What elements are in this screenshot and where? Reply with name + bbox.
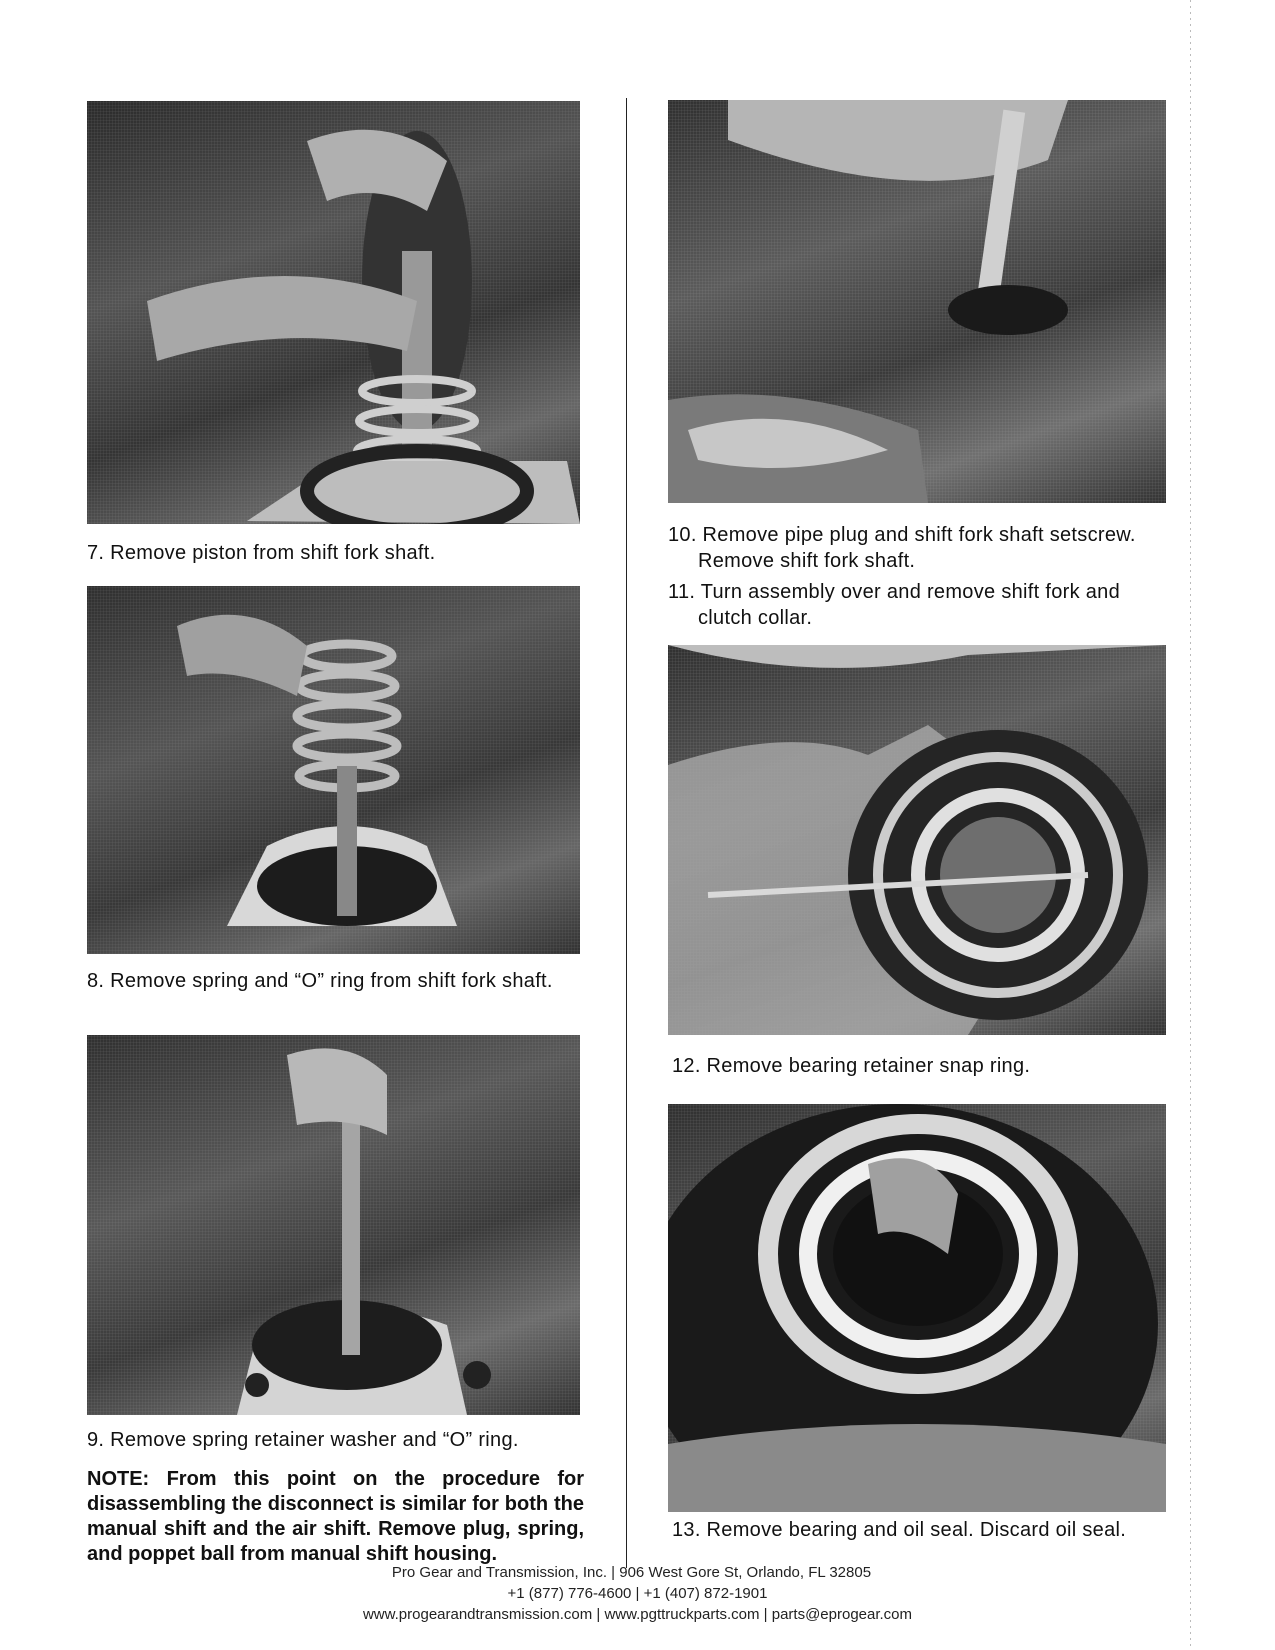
footer-company-address: Pro Gear and Transmission, Inc. | 906 West Gore St, Orlando, FL 32805 [391,1564,872,1581]
column-divider [626,98,627,1568]
caption-step-13: 13. Remove bearing and oil seal. Discard oil seal. [672,1519,1127,1541]
note-paragraph: NOTE: From this point on the procedure for disassembling the disconnect is similar for both the manual shift and the air shift. Remove plug, spring, and poppet ball from manual shift housing. [87,1468,584,1565]
footer-phone-numbers: +1 (877) 776-4600 | +1 (407) 872-1901 [507,1585,768,1602]
caption-step-10: 10. Remove pipe plug and shift fork shaft setscrew. Remove shift fork shaft. [668,524,1136,572]
photo-step-9 [87,1035,580,1415]
caption-step-9: 9. Remove spring retainer washer and “O” ring. [87,1429,519,1451]
photo-step-8 [87,586,580,954]
photo-step-10 [668,100,1166,503]
footer-web-links: www.progearandtransmission.com | www.pgttruckparts.com | parts@eprogear.com [362,1606,913,1623]
caption-step-11: 11. Turn assembly over and remove shift fork and clutch collar. [668,581,1121,629]
caption-step-12: 12. Remove bearing retainer snap ring. [672,1055,1031,1077]
photo-step-7 [87,101,580,524]
caption-step-8: 8. Remove spring and “O” ring from shift fork shaft. [87,970,553,992]
caption-step-7: 7. Remove piston from shift fork shaft. [87,542,436,564]
photo-step-12 [668,645,1166,1035]
photo-step-13 [668,1104,1166,1512]
scan-edge-dots [1190,0,1191,1650]
